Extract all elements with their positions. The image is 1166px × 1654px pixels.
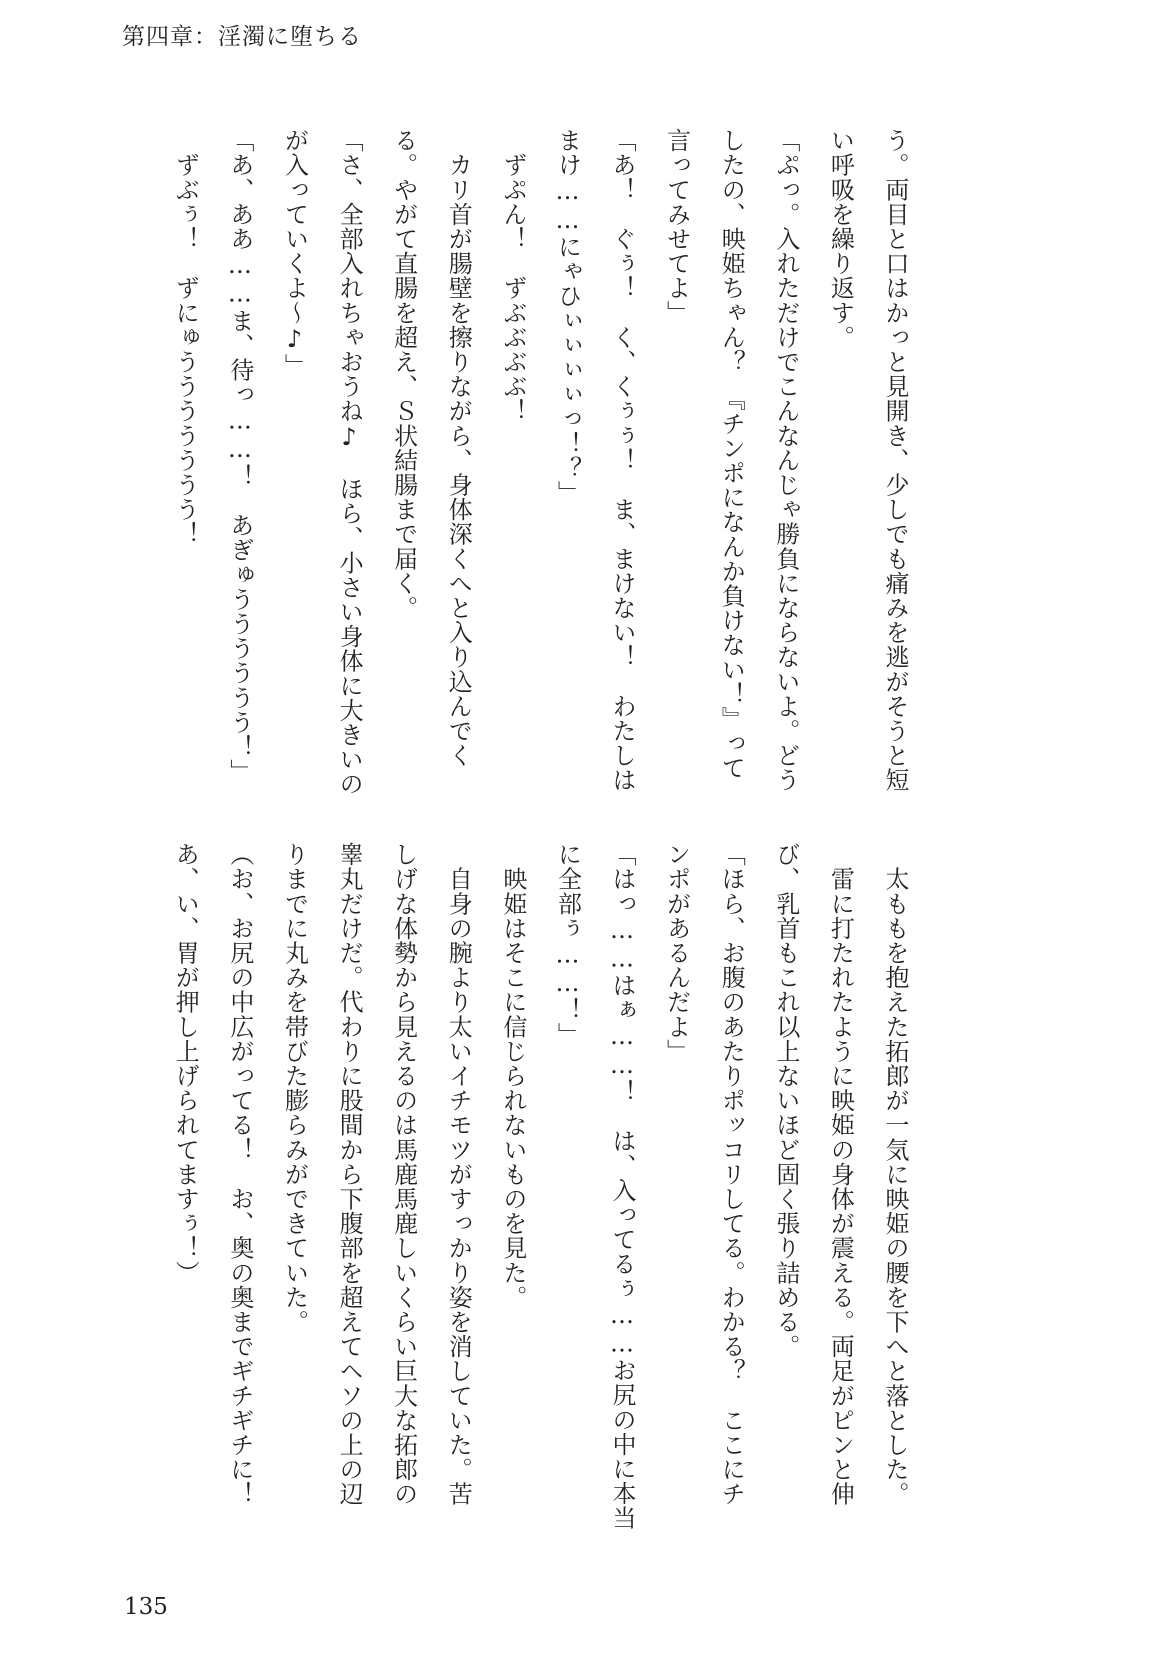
text-line: カリ首が腸壁を擦りながら、身体深くへと入り込んでく <box>444 128 473 768</box>
text-line: りまでに丸みを帯びた膨らみができていた。 <box>280 842 309 1334</box>
text-line: が入っていくよ～♪」 <box>280 128 309 378</box>
text-line: したの、映姫ちゃん？ 『チンポになんか負けない！』って <box>717 128 746 781</box>
text-line: あ、い、胃が押し上げられてますぅ！） <box>171 842 200 1285</box>
text-line: 「ぷっ。入れただけでこんなんじゃ勝負にならないよ。どう <box>771 128 800 793</box>
text-line: 「あ、ああ……ま、待っ……！ あぎゅうううううう！」 <box>225 128 254 784</box>
text-line: しげな体勢から見えるのは馬鹿馬鹿しいくらい巨大な拓郎の <box>389 842 418 1507</box>
text-line: （お、お尻の中広がってる！ お、奥の奥までギチギチに！ <box>225 842 254 1507</box>
text-line: る。やがて直腸を超え、Ｓ状結腸まで届く。 <box>389 128 418 620</box>
page-number: 135 <box>124 1594 168 1620</box>
text-line: 睾丸だけだ。代わりに股間から下腹部を超えてヘソの上の辺 <box>335 842 364 1507</box>
text-line: まけ……にゃひぃぃぃぃっ！？」 <box>553 128 582 505</box>
text-line: 雷に打たれたように映姫の身体が震える。両足がピンと伸 <box>826 842 855 1507</box>
text-line: 「はっ……はぁ……！ は、入ってるぅ……お尻の中に本当 <box>608 842 637 1531</box>
text-block-bottom <box>158 842 922 1531</box>
text-line: 映姫はそこに信じられないものを見た。 <box>498 842 527 1310</box>
text-line: び、乳首もこれ以上ないほど固く張り詰める。 <box>771 842 800 1359</box>
text-line: ずぷん！ ずぶぶぶぶ！ <box>498 128 527 424</box>
text-line: ンポがあるんだよ」 <box>662 842 691 1064</box>
chapter-title: 第四章：淫濁に堕ちる <box>122 24 362 50</box>
text-line: 「さ、全部入れちゃおうね♪ ほら、小さい身体に大きいの <box>335 128 364 797</box>
text-line: 言ってみせてよ」 <box>662 128 691 325</box>
text-line: 「あ！ ぐぅ！ く、くぅぅ！ ま、まけない！ わたしは <box>608 128 637 793</box>
text-line: 「ほら、お腹のあたりポッコリしてる。わかる？ ここにチ <box>717 842 746 1507</box>
text-line: う。両目と口はかっと見開き、少しでも痛みを逃がそうと短 <box>881 128 909 793</box>
text-block-top <box>158 128 922 797</box>
text-line: 太ももを抱えた拓郎が一気に映姫の腰を下へと落とした。 <box>881 842 909 1507</box>
text-line: ずぶぅ！ ずにゅううううううう！ <box>171 128 200 547</box>
text-line: に全部ぅ……！」 <box>553 842 582 1047</box>
text-line: 自身の腕より太いイチモツがすっかり姿を消していた。苦 <box>444 842 473 1507</box>
text-line: い呼吸を繰り返す。 <box>826 128 855 350</box>
